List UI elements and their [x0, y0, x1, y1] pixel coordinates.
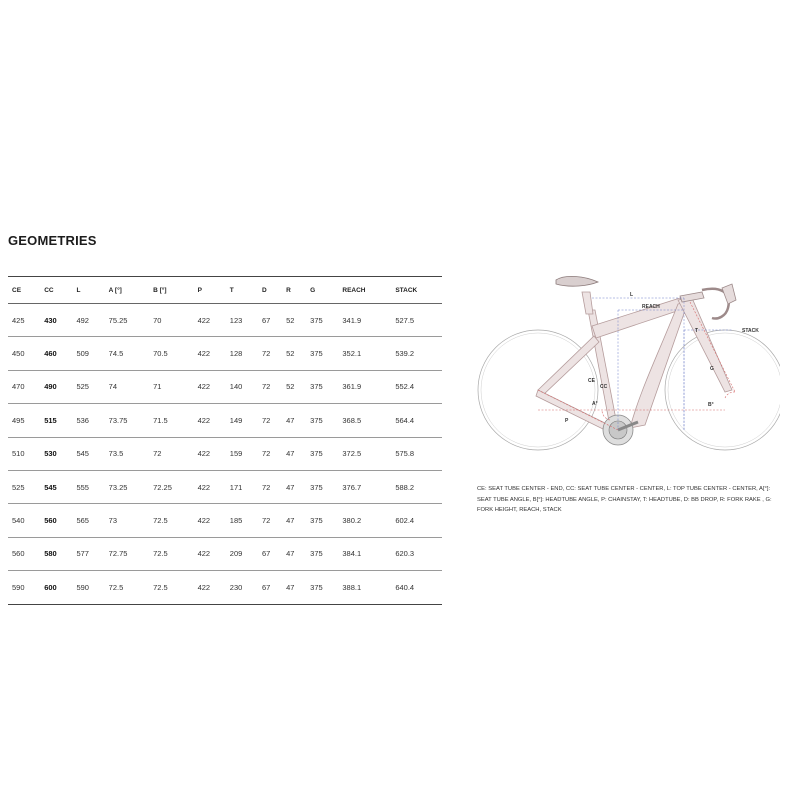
- table-cell: 552.4: [391, 370, 442, 403]
- table-cell: 422: [194, 504, 226, 537]
- column-header: CE: [8, 277, 40, 304]
- column-header: A [°]: [105, 277, 149, 304]
- table-cell: 565: [72, 504, 104, 537]
- table-cell: 72.25: [149, 470, 193, 503]
- label-reach: REACH: [642, 304, 660, 310]
- table-row: [8, 571, 442, 604]
- table-cell: 74.5: [105, 337, 149, 370]
- table-row: [8, 437, 442, 470]
- table-cell: 545: [40, 470, 72, 503]
- table-cell: 470: [8, 370, 40, 403]
- table-cell: 72.5: [149, 571, 193, 604]
- table-cell: 422: [194, 537, 226, 570]
- table-cell: 140: [226, 370, 258, 403]
- label-a: A°: [592, 401, 598, 407]
- label-stack: STACK: [742, 328, 759, 334]
- table-cell: 545: [72, 437, 104, 470]
- table-cell: 577: [72, 537, 104, 570]
- table-cell: 73.25: [105, 470, 149, 503]
- table-cell: 564.4: [391, 404, 442, 437]
- table-cell: 375: [306, 437, 338, 470]
- table-cell: 555: [72, 470, 104, 503]
- table-cell: 52: [282, 304, 306, 337]
- table-cell: 71: [149, 370, 193, 403]
- label-g: G: [710, 366, 714, 372]
- table-cell: 341.9: [338, 304, 391, 337]
- table-cell: 425: [8, 304, 40, 337]
- table-cell: 72: [258, 370, 282, 403]
- table-cell: 590: [72, 571, 104, 604]
- table-cell: 525: [8, 470, 40, 503]
- table-cell: 209: [226, 537, 258, 570]
- table-cell: 460: [40, 337, 72, 370]
- table-cell: 73.5: [105, 437, 149, 470]
- table-cell: 375: [306, 404, 338, 437]
- table-cell: 52: [282, 370, 306, 403]
- label-p: P: [565, 418, 569, 424]
- column-header: B [°]: [149, 277, 193, 304]
- table-cell: 70: [149, 304, 193, 337]
- table-cell: 73.75: [105, 404, 149, 437]
- table-cell: 47: [282, 571, 306, 604]
- table-cell: 375: [306, 504, 338, 537]
- table-cell: 47: [282, 504, 306, 537]
- table-cell: 560: [8, 537, 40, 570]
- label-t: T: [695, 328, 699, 334]
- label-l: L: [630, 292, 634, 298]
- table-cell: 588.2: [391, 470, 442, 503]
- column-header: G: [306, 277, 338, 304]
- table-cell: 422: [194, 337, 226, 370]
- table-cell: 47: [282, 537, 306, 570]
- table-cell: 422: [194, 437, 226, 470]
- table-cell: 372.5: [338, 437, 391, 470]
- table-cell: 149: [226, 404, 258, 437]
- table-cell: 384.1: [338, 537, 391, 570]
- table-cell: 72: [258, 404, 282, 437]
- table-cell: 47: [282, 470, 306, 503]
- table-cell: 375: [306, 571, 338, 604]
- table-cell: 368.5: [338, 404, 391, 437]
- brake-lever: [722, 284, 736, 304]
- table-row: [8, 537, 442, 570]
- table-cell: 67: [258, 537, 282, 570]
- table-cell: 67: [258, 571, 282, 604]
- table-cell: 72: [258, 470, 282, 503]
- table-cell: 527.5: [391, 304, 442, 337]
- table-cell: 375: [306, 470, 338, 503]
- table-cell: 509: [72, 337, 104, 370]
- table-cell: 388.1: [338, 571, 391, 604]
- table-cell: 422: [194, 571, 226, 604]
- table-cell: 640.4: [391, 571, 442, 604]
- table-cell: 620.3: [391, 537, 442, 570]
- column-header: P: [194, 277, 226, 304]
- label-ce: CE: [588, 378, 595, 384]
- column-header: CC: [40, 277, 72, 304]
- table-cell: 72.75: [105, 537, 149, 570]
- table-cell: 72: [258, 437, 282, 470]
- table-cell: 72: [149, 437, 193, 470]
- table-cell: 375: [306, 370, 338, 403]
- column-header: T: [226, 277, 258, 304]
- table-cell: 73: [105, 504, 149, 537]
- table-cell: 536: [72, 404, 104, 437]
- table-cell: 75.25: [105, 304, 149, 337]
- table-cell: 123: [226, 304, 258, 337]
- table-header-row: [8, 277, 442, 304]
- seatpost: [582, 292, 593, 314]
- column-header: L: [72, 277, 104, 304]
- label-b: B°: [708, 402, 714, 408]
- page-title: GEOMETRIES: [8, 233, 97, 248]
- table-cell: 430: [40, 304, 72, 337]
- table-cell: 375: [306, 537, 338, 570]
- table-cell: 72.5: [149, 537, 193, 570]
- column-header: STACK: [391, 277, 442, 304]
- table-cell: 530: [40, 437, 72, 470]
- table-cell: 128: [226, 337, 258, 370]
- table-row: [8, 370, 442, 403]
- table-cell: 375: [306, 304, 338, 337]
- table-cell: 375: [306, 337, 338, 370]
- table-cell: 450: [8, 337, 40, 370]
- table-cell: 495: [8, 404, 40, 437]
- bike-frame: [536, 292, 732, 434]
- fork: [678, 298, 732, 392]
- table-cell: 510: [8, 437, 40, 470]
- label-cc: CC: [600, 384, 608, 390]
- table-row: [8, 470, 442, 503]
- table-cell: 52: [282, 337, 306, 370]
- table-row: [8, 337, 442, 370]
- bike-geometry-diagram: [470, 270, 780, 470]
- table-cell: 74: [105, 370, 149, 403]
- table-cell: 47: [282, 404, 306, 437]
- table-cell: 230: [226, 571, 258, 604]
- table-cell: 575.8: [391, 437, 442, 470]
- column-header: D: [258, 277, 282, 304]
- table-cell: 376.7: [338, 470, 391, 503]
- table-cell: 72.5: [105, 571, 149, 604]
- table-cell: 72: [258, 504, 282, 537]
- table-cell: 72: [258, 337, 282, 370]
- table-cell: 590: [8, 571, 40, 604]
- table-cell: 422: [194, 470, 226, 503]
- table-cell: 600: [40, 571, 72, 604]
- front-wheel: [665, 330, 780, 450]
- stem: [680, 292, 704, 302]
- table-cell: 159: [226, 437, 258, 470]
- table-cell: 71.5: [149, 404, 193, 437]
- table-cell: 492: [72, 304, 104, 337]
- table-cell: 185: [226, 504, 258, 537]
- column-header: REACH: [338, 277, 391, 304]
- table-cell: 352.1: [338, 337, 391, 370]
- table-cell: 72.5: [149, 504, 193, 537]
- column-header: R: [282, 277, 306, 304]
- saddle: [556, 276, 598, 286]
- table-body: [8, 304, 442, 605]
- table-cell: 361.9: [338, 370, 391, 403]
- geometry-table: [8, 276, 442, 605]
- table-cell: 515: [40, 404, 72, 437]
- table-cell: 525: [72, 370, 104, 403]
- table-cell: 560: [40, 504, 72, 537]
- table-cell: 70.5: [149, 337, 193, 370]
- geometry-legend: CE: SEAT TUBE CENTER - END, CC: SEAT TUBE CENTER - CENTER, L: TOP TUBE CENTER - CENTER, A[°]: SEAT TUBE ANGLE, B[°]: HEADTUBE ANGLE, P: CHAINSTAY, T: HEADTUBE, D: BB DROP, R: FORK RAKE , G: FORK HEIGHT, REACH, STACK: [477, 486, 772, 513]
- table-row: [8, 304, 442, 337]
- table-cell: 540: [8, 504, 40, 537]
- table-cell: 490: [40, 370, 72, 403]
- table-cell: 580: [40, 537, 72, 570]
- table-row: [8, 404, 442, 437]
- table-cell: 422: [194, 404, 226, 437]
- table-cell: 422: [194, 370, 226, 403]
- table-cell: 47: [282, 437, 306, 470]
- table-cell: 380.2: [338, 504, 391, 537]
- table-cell: 171: [226, 470, 258, 503]
- table-cell: 422: [194, 304, 226, 337]
- table-cell: 67: [258, 304, 282, 337]
- table-cell: 539.2: [391, 337, 442, 370]
- table-cell: 602.4: [391, 504, 442, 537]
- table-row: [8, 504, 442, 537]
